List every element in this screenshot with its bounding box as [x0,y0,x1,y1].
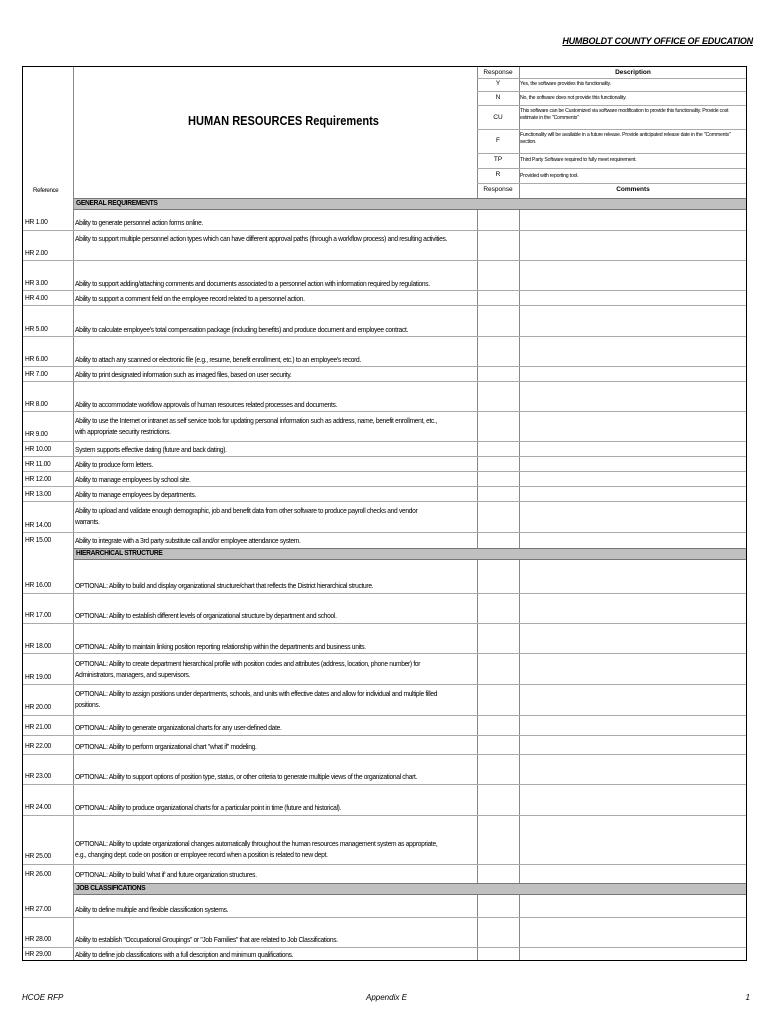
row-reference: HR 11.00 [25,459,51,468]
row-reference: HR 27.00 [25,904,51,913]
reference-column-header: Reference [33,187,59,194]
row-requirement: Ability to establish "Occupational Groupings" or "Job Families" that are related to Job Classifications. [75,935,338,944]
row-reference: HR 5.00 [25,324,48,333]
response-column-header: Response [483,69,513,76]
row-reference: HR 29.00 [25,949,51,958]
row-requirement: OPTIONAL: Ability to build 'what if' and future organization structures. [75,870,257,879]
page-title: HUMAN RESOURCES Requirements [188,113,379,128]
row-reference: HR 28.00 [25,934,51,943]
legend-code: N [495,94,501,101]
row-reference: HR 21.00 [25,722,51,731]
row-requirement: Ability to support a comment field on the employee record related to a personnel action. [75,294,305,303]
row-requirement: Ability to manage employees by school site. [75,475,191,484]
footer-center: Appendix E [366,993,407,1002]
page-number: 1 [745,993,750,1002]
row-requirement: OPTIONAL: Ability to update organizational changes automatically throughout the human resources management system as appropriate, e.g., changing dept. code on position or employee record when a position is related to new dept. [75,839,438,859]
organization-header: HUMBOLDT COUNTY OFFICE OF EDUCATION [562,36,753,46]
row-requirement: Ability to manage employees by departments. [75,490,197,499]
row-requirement: Ability to integrate with a 3rd party substitute call and/or employee attendance system. [75,536,301,545]
legend-code: TP [493,156,503,163]
row-requirement: OPTIONAL: Ability to generate organizational charts for any user-defined date. [75,723,282,732]
row-reference: HR 22.00 [25,741,51,750]
row-requirement: Ability to upload and validate enough demographic, job and benefit data from other software to produce payroll checks and vendor warrants. [75,506,418,526]
legend-desc: Provided with reporting tool. [520,173,579,179]
row-reference: HR 6.00 [25,354,48,363]
row-requirement: OPTIONAL: Ability to perform organizational chart "what if" modeling. [75,742,257,751]
row-reference: HR 12.00 [25,474,51,483]
legend-code: F [496,137,500,144]
row-reference: HR 7.00 [25,369,48,378]
row-reference: HR 3.00 [25,278,48,287]
row-requirement: Ability to produce form letters. [75,460,153,469]
section-general-requirements: GENERAL REQUIREMENTS [74,198,746,210]
row-requirement: Ability to define multiple and flexible classification systems. [75,905,229,914]
legend-desc: This software can be Customized via software modification to provide this functionality. Provide cost estimate in the "Comments" [520,108,729,121]
row-reference: HR 19.00 [25,672,51,681]
row-requirement: OPTIONAL: Ability to produce organizational charts for a particular point in time (future and historical). [75,803,342,812]
legend-desc: Yes, the software provides this functionality. [520,81,611,87]
row-requirement: Ability to generate personnel action forms online. [75,218,204,227]
row-requirement: Ability to print designated information such as imaged files, based on user security. [75,370,292,379]
description-column-header: Description [615,69,651,76]
row-requirement: OPTIONAL: Ability to create department hierarchical profile with position codes and attributes (address, location, phone number) for Administrators, managers, and supervisors. [75,659,421,679]
row-reference: HR 26.00 [25,869,51,878]
row-requirement: Ability to calculate employee's total compensation package (including benefits) and produce document and employee contract. [75,325,409,334]
row-requirement: Ability to accommodate workflow approvals of human resources related processes and documents. [75,400,338,409]
legend-code: Y [495,80,501,87]
row-reference: HR 18.00 [25,641,51,650]
row-reference: HR 16.00 [25,580,51,589]
legend-desc: No, the software does not provide this functionality. [520,95,627,101]
row-requirement: OPTIONAL: Ability to assign positions under departments, schools, and units with effective dates and allow for individual and multiple filled positions. [75,689,438,709]
row-requirement: OPTIONAL: Ability to establish different levels of organizational structure by department and school. [75,611,337,620]
legend-code: R [495,171,501,178]
section-hierarchical-structure: HIERARCHICAL STRUCTURE [74,548,746,560]
row-requirement: Ability to define job classifications with a full description and minimum qualifications. [75,950,294,959]
row-reference: HR 25.00 [25,851,51,860]
row-reference: HR 10.00 [25,444,51,453]
row-reference: HR 13.00 [25,489,51,498]
row-requirement: Ability to use the Internet or intranet as self service tools for updating personal information such as address, name, benefit enrollment, etc., with appropriate security restrictions. [75,416,438,436]
legend-desc: Third Party Software required to fully meet requirement. [520,157,637,163]
row-reference: HR 14.00 [25,520,51,529]
row-reference: HR 17.00 [25,610,51,619]
legend-code: CU [493,114,503,121]
row-requirement: OPTIONAL: Ability to support options of position type, status, or other criteria to generate multiple views of the organizational chart. [75,772,418,781]
row-requirement: Ability to support adding/attaching comments and documents associated to a personnel action with information required by regulations. [75,279,430,288]
row-reference: HR 15.00 [25,535,51,544]
requirements-sheet [22,66,747,961]
row-requirement: OPTIONAL: Ability to maintain linking position reporting relationship within the departments and business units. [75,642,366,651]
row-reference: HR 4.00 [25,293,48,302]
row-reference: HR 20.00 [25,702,51,711]
comments-column-header: Comments [616,186,650,193]
footer-left: HCOE RFP [22,993,64,1002]
row-reference: HR 2.00 [25,248,48,257]
row-reference: HR 8.00 [25,399,48,408]
row-reference: HR 24.00 [25,802,51,811]
row-requirement: OPTIONAL: Ability to build and display organizational structure/chart that reflects the District hierarchical structure. [75,581,374,590]
legend-desc: Functionality will be available in a future release. Provide anticipated release date in the "Comments" section. [520,132,731,145]
row-requirement: Ability to support multiple personnel action types which can have different approval paths (through a workflow process) and resulting activities. [75,234,447,243]
section-job-classifications: JOB CLASSIFICATIONS [74,883,746,895]
row-reference: HR 1.00 [25,217,48,226]
row-reference: HR 23.00 [25,771,51,780]
response-column-header-2: Response [483,186,513,193]
row-requirement: System supports effective dating (future and back dating). [75,445,227,454]
row-reference: HR 9.00 [25,429,48,438]
row-requirement: Ability to attach any scanned or electronic file (e.g., resume, benefit enrollment, etc.) to an employee's record. [75,355,361,364]
